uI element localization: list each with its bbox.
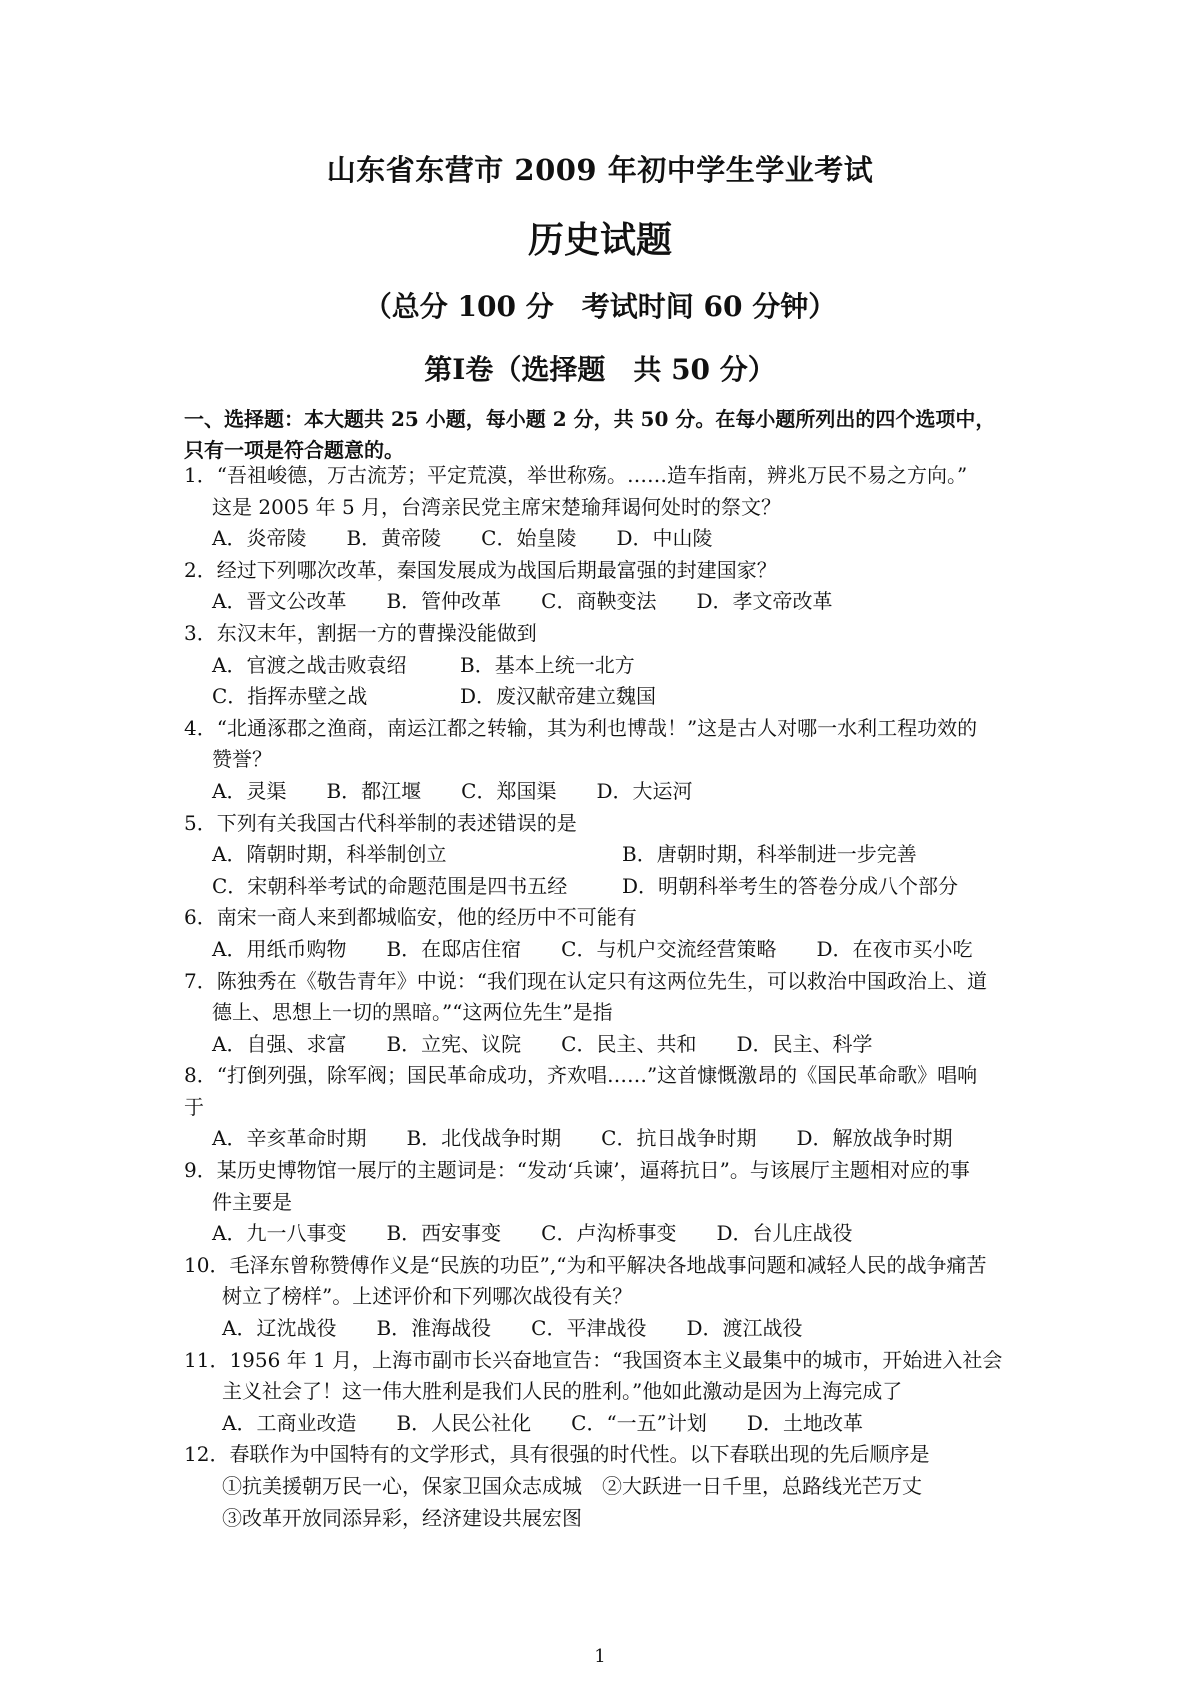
question-stem: 2．经过下列哪次改革，秦国发展成为战国后期最富强的封建国家？ <box>184 557 777 582</box>
option-row <box>184 1408 1044 1440</box>
option-d: D．台儿庄战役 <box>716 1221 853 1246</box>
option-d: D．大运河 <box>596 778 693 803</box>
option-a: A．炎帝陵 <box>212 526 307 551</box>
question-stem: 8．“打倒列强，除军阀；国民革命成功，齐欢唱……”这首慷慨激昂的《国民革命歌》唱响 <box>184 1063 978 1088</box>
option-row <box>184 586 1044 618</box>
option-a: A．九一八事变 <box>212 1221 347 1246</box>
option-row <box>184 681 1044 713</box>
question-stem: 赞誉？ <box>212 747 272 772</box>
section-title: 第Ⅰ卷（选择题 共 50 分） <box>424 353 776 386</box>
option-b: B．西安事变 <box>386 1221 502 1246</box>
question-stem: 件主要是 <box>212 1189 292 1214</box>
option-d: D．土地改革 <box>746 1410 863 1435</box>
option-row <box>184 523 1044 555</box>
option-row <box>184 776 1044 808</box>
option-row <box>184 934 1044 966</box>
option-b: B．都江堰 <box>326 778 422 803</box>
question-9 <box>184 1155 1044 1250</box>
option-c: C．民主、共和 <box>561 1031 697 1056</box>
question-stem: ①抗美援朝万民一心，保家卫国众志成城 ②大跃进一日千里，总路线光芒万丈 <box>222 1474 922 1498</box>
option-a: A．自强、求富 <box>212 1031 347 1056</box>
option-d: D．中山陵 <box>616 526 713 551</box>
option-c: C．与机户交流经营策略 <box>561 936 777 961</box>
exam-title: 山东省东营市 2009 年初中学生学业考试 <box>326 153 874 187</box>
option-d: D．民主、科学 <box>736 1031 873 1056</box>
option-b: B．北伐战争时期 <box>406 1126 562 1151</box>
option-b: B．管仲改革 <box>386 589 502 614</box>
question-7 <box>184 966 1044 1061</box>
option-b: B．立宪、议院 <box>386 1031 522 1056</box>
option-row <box>184 1123 1044 1155</box>
question-stem: 3．东汉末年，割据一方的曹操没能做到 <box>184 620 537 645</box>
question-5 <box>184 808 1044 903</box>
option-row <box>184 1029 1044 1061</box>
page-number: 1 <box>594 1646 606 1667</box>
question-stem: 5．下列有关我国古代科举制的表述错误的是 <box>184 810 577 835</box>
question-stem: 11．1956 年 1 月，上海市副市长兴奋地宣告：“我国资本主义最集中的城市，开始进入社会 <box>184 1347 1003 1372</box>
question-stem: 1．“吾祖峻德，万古流芳；平定荒漠，举世称殇。……造车指南，辨兆万民不易之方向。” <box>184 463 968 487</box>
option-row <box>184 1313 1044 1345</box>
question-stem: 10．毛泽东曾称赞傅作义是“民族的功臣”,“为和平解决各地战事问题和减轻人民的战争痛苦 <box>184 1252 987 1277</box>
section-instructions <box>184 404 1044 466</box>
question-6 <box>184 902 1044 965</box>
option-b: B．基本上统一北方 <box>460 652 635 677</box>
option-row <box>184 1218 1044 1250</box>
option-a: A．辛亥革命时期 <box>212 1126 367 1151</box>
option-c: C．卢沟桥事变 <box>541 1221 677 1246</box>
question-1 <box>184 460 1044 555</box>
option-c: C．平津战役 <box>531 1316 647 1341</box>
instructions-line: 一、选择题：本大题共 25 小题，每小题 2 分，共 50 分。在每小题所列出的四个选项中， <box>184 407 996 431</box>
question-stem: 德上、思想上一切的黑暗。”“这两位先生”是指 <box>212 1000 613 1025</box>
option-d: D．渡江战役 <box>686 1316 803 1341</box>
question-11 <box>184 1345 1044 1440</box>
question-stem: ③改革开放同添异彩，经济建设共展宏图 <box>222 1505 582 1530</box>
option-a: A．隋朝时期，科举制创立 <box>212 842 447 867</box>
question-stem: 6．南宋一商人来到都城临安，他的经历中不可能有 <box>184 905 637 930</box>
question-stem: 12．春联作为中国特有的文学形式，具有很强的时代性。以下春联出现的先后顺序是 <box>184 1442 930 1467</box>
option-d: D．在夜市买小吃 <box>816 936 973 961</box>
option-row <box>184 871 1044 903</box>
question-stem: 4．“北通涿郡之渔商，南运江都之转输，其为利也博哉！”这是古人对哪一水利工程功效的 <box>184 715 978 740</box>
option-b: B．黄帝陵 <box>346 526 442 551</box>
question-2 <box>184 555 1044 618</box>
option-d: D．明朝科举考生的答卷分成八个部分 <box>622 873 959 898</box>
question-4 <box>184 713 1044 808</box>
option-a: A．辽沈战役 <box>222 1316 337 1341</box>
option-c: C．商鞅变法 <box>541 589 657 614</box>
option-b: B．淮海战役 <box>376 1316 492 1341</box>
question-stem: 于 <box>184 1094 204 1119</box>
option-c: C．“一五”计划 <box>571 1410 707 1435</box>
question-3 <box>184 618 1044 713</box>
question-stem: 这是 2005 年 5 月，台湾亲民党主席宋楚瑜拜谒何处时的祭文？ <box>212 494 782 519</box>
question-stem: 9．某历史博物馆一展厅的主题词是：“发动‘兵谏’，逼蒋抗日”。与该展厅主题相对应的事 <box>184 1158 970 1183</box>
question-list <box>184 460 1044 1534</box>
option-a: A．工商业改造 <box>222 1410 357 1435</box>
question-12 <box>184 1439 1044 1534</box>
question-stem: 树立了榜样”。上述评价和下列哪次战役有关？ <box>222 1284 633 1309</box>
option-b: B．唐朝时期，科举制进一步完善 <box>622 842 917 867</box>
option-a: A．灵渠 <box>212 778 287 803</box>
question-stem: 主义社会了！这一伟大胜利是我们人民的胜利。”他如此激动是因为上海完成了 <box>222 1379 903 1404</box>
option-c: C．指挥赤壁之战 <box>212 684 368 709</box>
instructions-line: 只有一项是符合题意的。 <box>184 438 404 462</box>
question-8 <box>184 1060 1044 1155</box>
option-c: C．郑国渠 <box>461 778 557 803</box>
subject-title: 历史试题 <box>527 219 672 261</box>
question-10 <box>184 1250 1044 1345</box>
option-d: D．解放战争时期 <box>796 1126 953 1151</box>
option-row <box>184 650 1044 682</box>
option-c: C．抗日战争时期 <box>601 1126 757 1151</box>
option-a: A．官渡之战击败袁绍 <box>212 652 407 677</box>
option-c: C．宋朝科举考试的命题范围是四书五经 <box>212 873 568 898</box>
exam-info: （总分 100 分 考试时间 60 分钟） <box>363 290 837 323</box>
option-b: B．人民公社化 <box>396 1410 532 1435</box>
option-b: B．在邸店住宿 <box>386 936 522 961</box>
option-a: A．晋文公改革 <box>212 589 347 614</box>
option-c: C．始皇陵 <box>481 526 577 551</box>
option-a: A．用纸币购物 <box>212 936 347 961</box>
option-d: D．废汉献帝建立魏国 <box>460 684 657 709</box>
option-d: D．孝文帝改革 <box>696 589 833 614</box>
option-row <box>184 839 1044 871</box>
question-stem: 7．陈独秀在《敬告青年》中说：“我们现在认定只有这两位先生，可以救治中国政治上、道 <box>184 968 987 993</box>
